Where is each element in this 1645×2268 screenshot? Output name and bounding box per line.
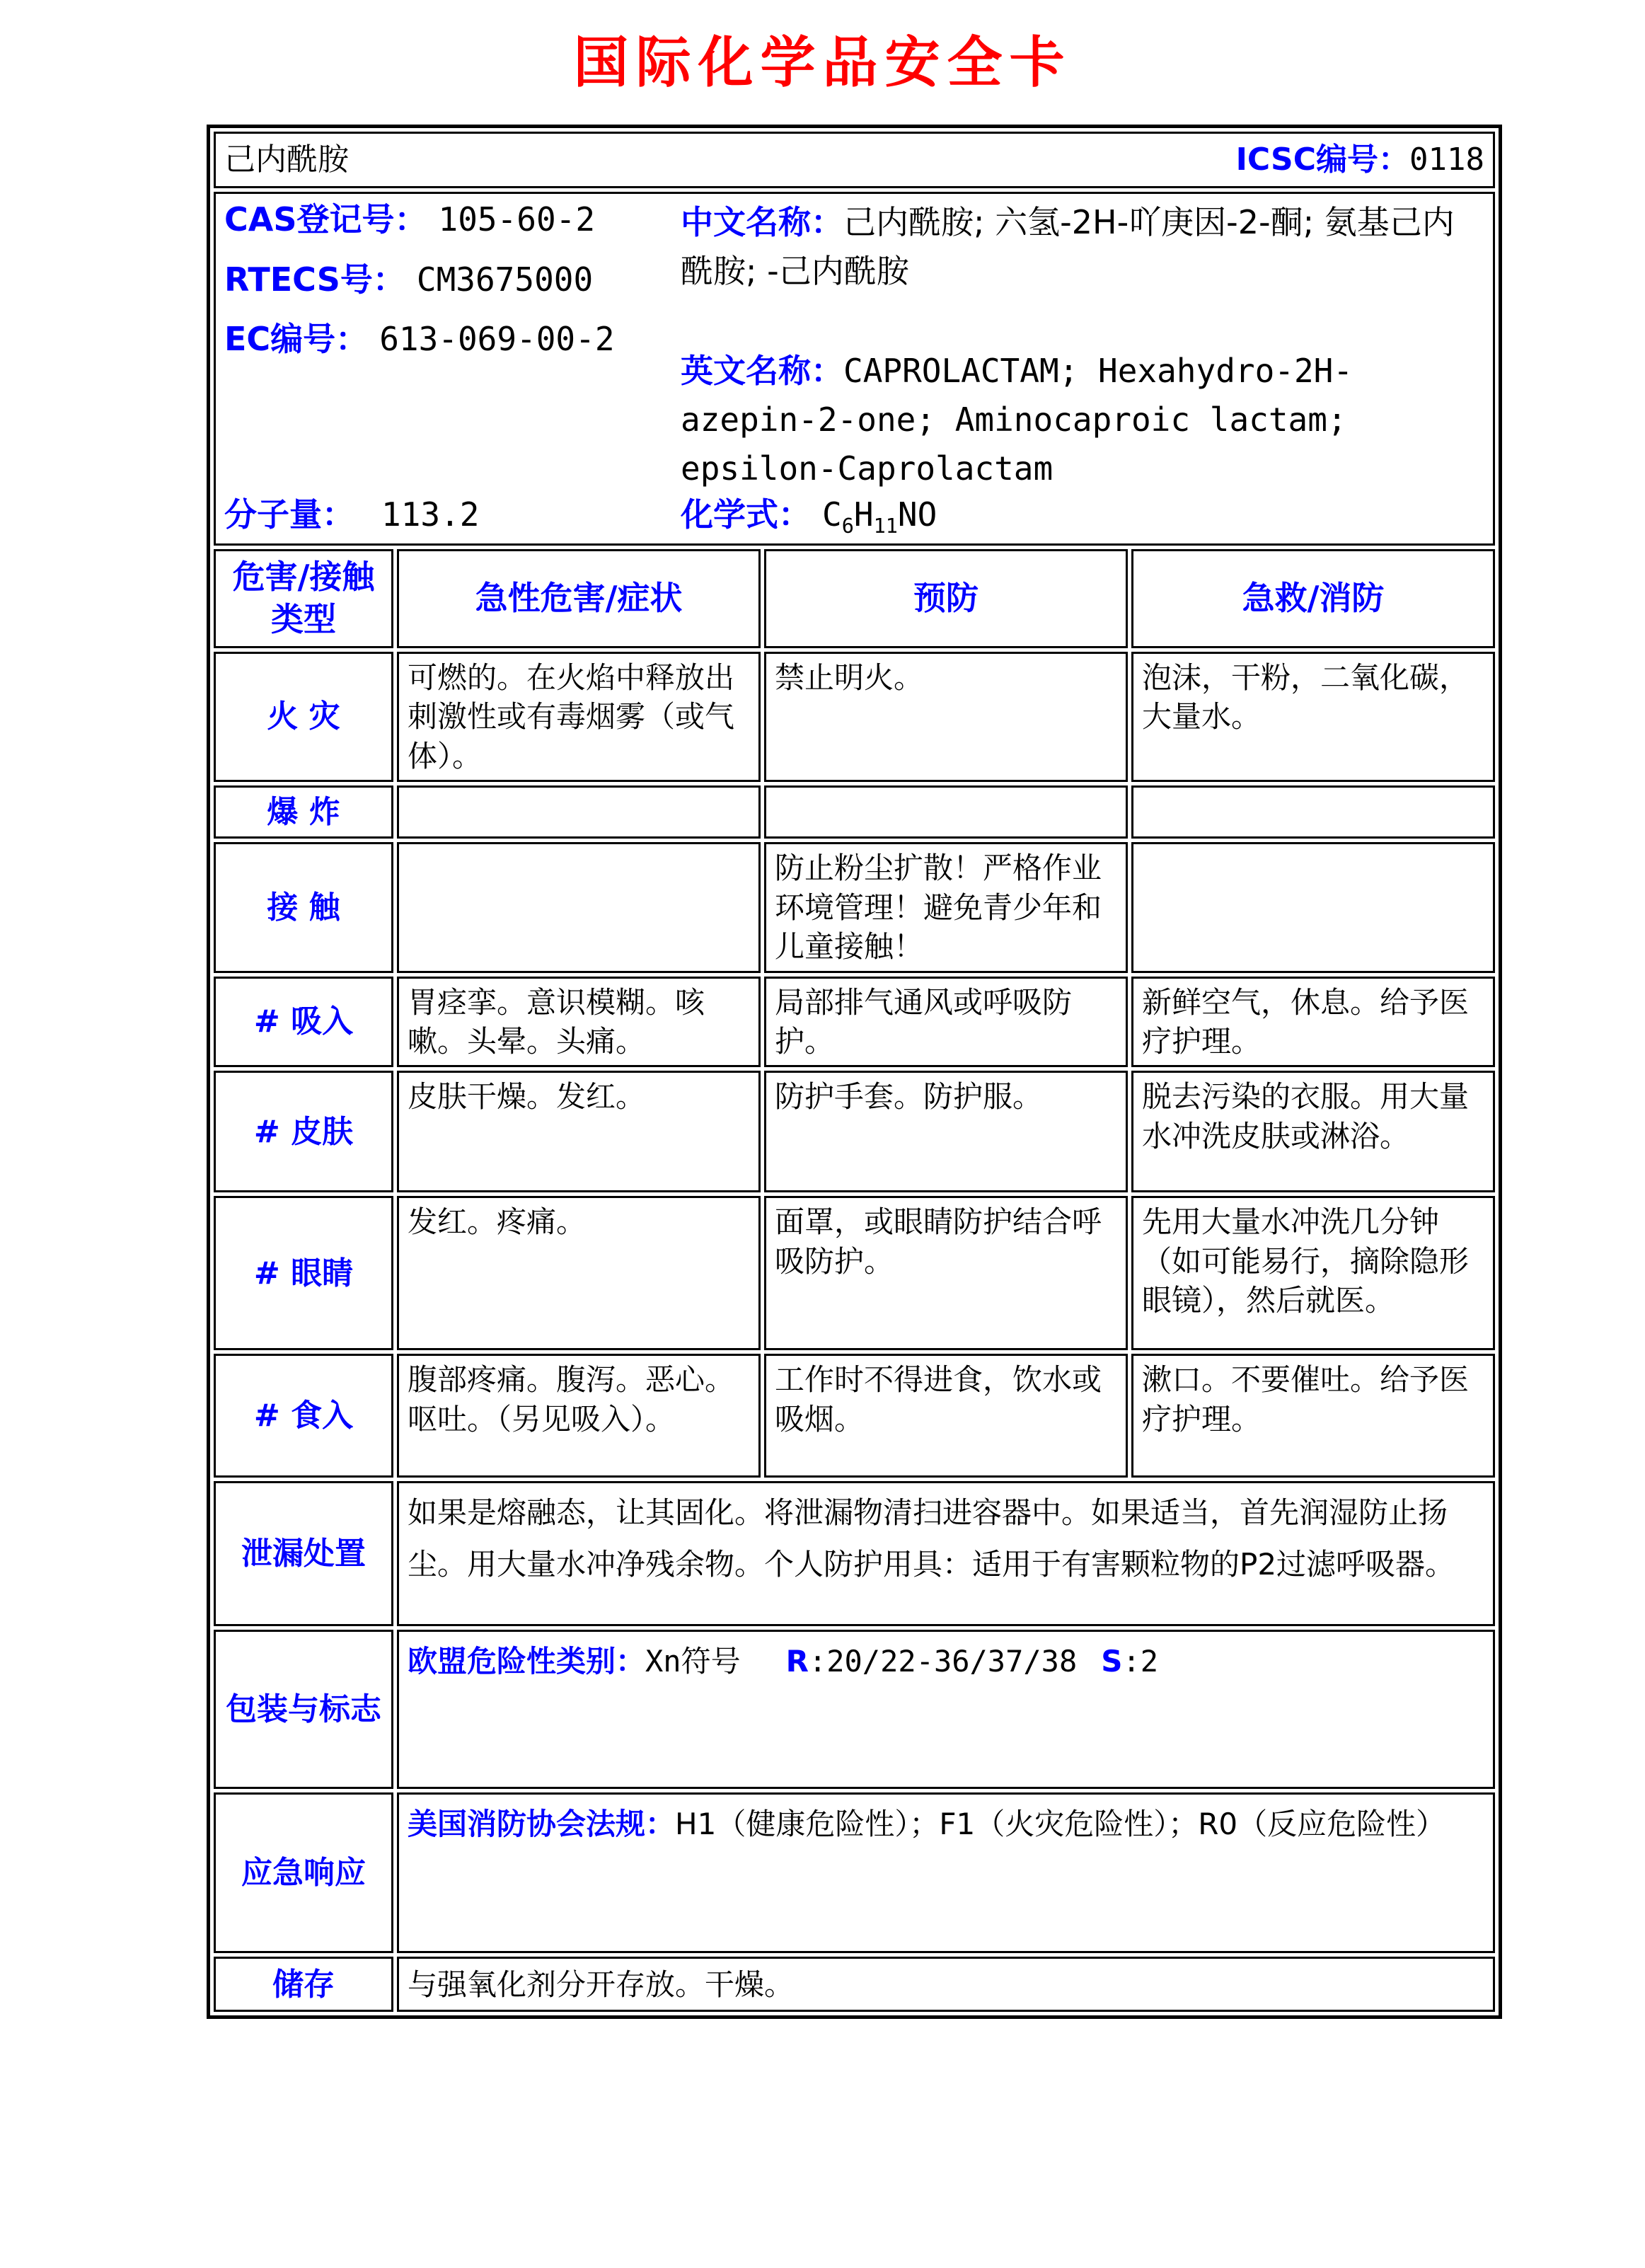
cas-number <box>224 198 681 241</box>
names-column <box>681 198 1484 539</box>
skin-prevention: 防护手套。防护服。 <box>764 1071 1128 1192</box>
spill-text: 如果是熔融态，让其固化。将泄漏物清扫进容器中。如果适当，首先润湿防止扬尘。用大量水冲净残余物。个人防护用具：适用于有害颗粒物的P2过滤呼吸器。 <box>397 1481 1495 1626</box>
icsc-number-value: 0118 <box>1409 141 1484 178</box>
hazard-label-inhalation: # 吸入 <box>214 977 393 1068</box>
storage-row <box>214 1957 1495 2012</box>
eu-class-label: 欧盟危险性类别： <box>408 1644 646 1679</box>
hazard-label-fire: 火 灾 <box>214 652 393 782</box>
chinese-name-line <box>681 198 1484 296</box>
molecular-weight <box>224 493 681 536</box>
formula-label: 化学式： <box>681 495 811 534</box>
chemical-formula <box>681 493 1484 539</box>
english-name-label: 英文名称： <box>681 352 843 390</box>
identifier-column <box>224 198 681 539</box>
emergency-content <box>397 1792 1495 1953</box>
ec-number <box>224 318 681 361</box>
nfpa-value: H1（健康危险性）；F1（火灾危险性）；R0（反应危险性） <box>675 1807 1446 1842</box>
eyes-prevention: 面罩，或眼睛防护结合呼吸防护。 <box>764 1196 1128 1350</box>
icsc-card-table <box>207 125 1502 2019</box>
fire-response: 泡沫，干粉，二氧化碳，大量水。 <box>1131 652 1495 782</box>
explosion-symptoms <box>397 785 761 839</box>
hazard-label-skin: # 皮肤 <box>214 1071 393 1192</box>
skin-symptoms: 皮肤干燥。发红。 <box>397 1071 761 1192</box>
hazard-row-eyes <box>214 1196 1495 1350</box>
identity-row <box>214 192 1495 546</box>
ec-value: 613-069-00-2 <box>379 320 615 359</box>
hazard-label-ingestion: # 食入 <box>214 1354 393 1478</box>
hazard-header-response: 急救/消防 <box>1131 549 1495 648</box>
eyes-response: 先用大量水冲洗几分钟（如可能易行，摘除隐形眼镜），然后就医。 <box>1131 1196 1495 1350</box>
hazard-row-ingestion <box>214 1354 1495 1478</box>
hazard-label-eyes: # 眼睛 <box>214 1196 393 1350</box>
english-name-line <box>681 347 1484 493</box>
cas-label: CAS登记号： <box>224 200 427 238</box>
exposure-symptoms <box>397 842 761 972</box>
formula-value: $C_6H_{11}NO$ <box>822 495 937 539</box>
storage-label: 储存 <box>214 1957 393 2012</box>
exposure-response <box>1131 842 1495 972</box>
page-title: 国际化学品安全卡 <box>573 31 1072 95</box>
exposure-prevention: 防止粉尘扩散！严格作业环境管理！避免青少年和儿童接触！ <box>764 842 1128 972</box>
packaging-row <box>214 1630 1495 1789</box>
name-row <box>214 132 1495 188</box>
eyes-symptoms: 发红。疼痛。 <box>397 1196 761 1350</box>
hazard-header-type: 危害/接触 类型 <box>214 549 393 648</box>
inhalation-response: 新鲜空气，休息。给予医疗护理。 <box>1131 977 1495 1068</box>
hazard-row-inhalation <box>214 977 1495 1068</box>
nfpa-label: 美国消防协会法规： <box>408 1807 676 1842</box>
molecular-weight-label: 分子量： <box>224 495 354 534</box>
hazard-header-symptoms: 急性危害/症状 <box>397 549 761 648</box>
hazard-label-exposure: 接 触 <box>214 842 393 972</box>
chemical-name: 己内酰胺 <box>224 141 349 178</box>
hazard-row-fire <box>214 652 1495 782</box>
eu-class-value: Xn符号 <box>645 1644 741 1679</box>
rtecs-label: RTECS号： <box>224 260 405 299</box>
rtecs-value: CM3675000 <box>416 260 594 299</box>
hazard-row-explosion <box>214 785 1495 839</box>
explosion-prevention <box>764 785 1128 839</box>
icsc-number-label: ICSC编号： <box>1235 141 1410 178</box>
inhalation-prevention: 局部排气通风或呼吸防护。 <box>764 977 1128 1068</box>
s-phrase-label: S <box>1101 1644 1123 1679</box>
hazard-label-explosion: 爆 炸 <box>214 785 393 839</box>
skin-response: 脱去污染的衣服。用大量水冲洗皮肤或淋浴。 <box>1131 1071 1495 1192</box>
spill-row <box>214 1481 1495 1626</box>
chinese-name-label: 中文名称： <box>681 203 843 241</box>
hazard-row-skin <box>214 1071 1495 1192</box>
icsc-number-group <box>1236 139 1484 180</box>
hazard-header-row <box>214 549 1495 648</box>
ingestion-prevention: 工作时不得进食，饮水或吸烟。 <box>764 1354 1128 1478</box>
storage-text: 与强氧化剂分开存放。干燥。 <box>397 1957 1495 2012</box>
r-phrase-label: R <box>785 1644 809 1679</box>
packaging-label: 包装与标志 <box>214 1630 393 1789</box>
rtecs-number <box>224 258 681 301</box>
cas-value: 105-60-2 <box>438 200 596 238</box>
identity-cell <box>214 192 1495 546</box>
hazard-header-prevention: 预防 <box>764 549 1128 648</box>
packaging-content <box>397 1630 1495 1789</box>
r-phrase-value: :20/22-36/37/38 <box>808 1644 1078 1679</box>
fire-prevention: 禁止明火。 <box>764 652 1128 782</box>
emergency-label: 应急响应 <box>214 1792 393 1953</box>
molecular-weight-value: 113.2 <box>381 495 480 534</box>
english-name-value: CAPROLACTAM; Hexahydro-2H-azepin-2-one; Aminocaproic lactam; epsilon-Caprolactam <box>681 352 1353 488</box>
hazard-row-exposure <box>214 842 1495 972</box>
name-cell <box>214 132 1495 188</box>
inhalation-symptoms: 胃痉挛。意识模糊。咳嗽。头晕。头痛。 <box>397 977 761 1068</box>
fire-symptoms: 可燃的。在火焰中释放出刺激性或有毒烟雾（或气体）。 <box>397 652 761 782</box>
chinese-name-value: 己内酰胺; 六氢-2H-吖庚因-2-酮; 氨基己内酰胺; -己内酰胺 <box>681 203 1455 290</box>
ingestion-symptoms: 腹部疼痛。腹泻。恶心。呕吐。（另见吸入）。 <box>397 1354 761 1478</box>
spill-label: 泄漏处置 <box>214 1481 393 1626</box>
ec-label: EC编号： <box>224 320 369 359</box>
s-phrase-value: :2 <box>1122 1644 1159 1679</box>
emergency-row <box>214 1792 1495 1953</box>
explosion-response <box>1131 785 1495 839</box>
ingestion-response: 漱口。不要催吐。给予医疗护理。 <box>1131 1354 1495 1478</box>
